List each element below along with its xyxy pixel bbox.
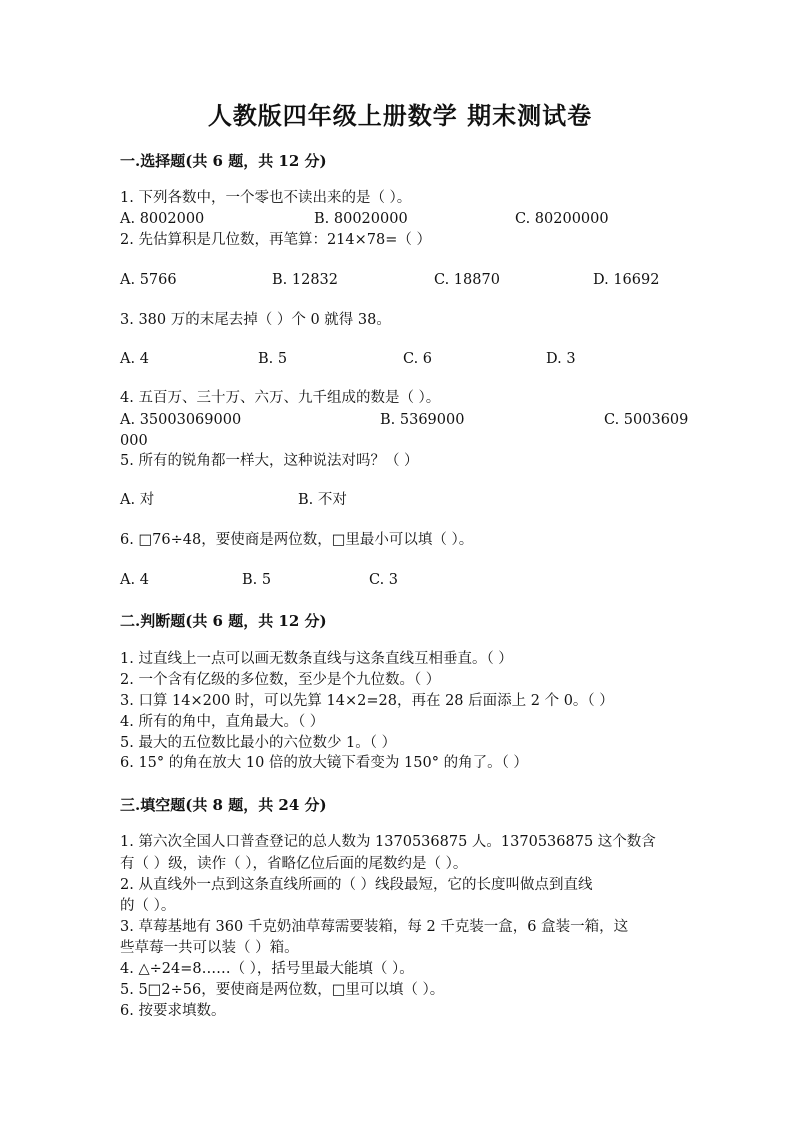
fill-line: 4. △÷24=8……（ ），括号里最大能填（ ）。: [120, 961, 414, 977]
fill-line: 2. 从直线外一点到这条直线所画的（ ）线段最短，它的长度叫做点到直线: [120, 877, 593, 893]
option: A. 35003069000: [120, 412, 242, 428]
judgement-item: 1. 过直线上一点可以画无数条直线与这条直线互相垂直。（ ）: [120, 651, 513, 667]
fill-line: 5. 5□2÷56，要使商是两位数，□里可以填（ ）。: [120, 982, 445, 998]
option: A. 4: [120, 572, 149, 588]
option: C. 3: [369, 572, 399, 588]
option: C. 80200000: [515, 211, 609, 227]
option: D. 3: [546, 351, 576, 367]
judgement-item: 4. 所有的角中，直角最大。（ ）: [120, 714, 325, 730]
fill-line: 的（ ）。: [120, 898, 176, 914]
option: A. 8002000: [120, 211, 205, 227]
section-heading-judgement: 二.判断题(共 6 题，共 12 分): [120, 612, 327, 630]
question-stem: 1. 下列各数中，一个零也不读出来的是（ ）。: [120, 190, 412, 206]
fill-line: 3. 草莓基地有 360 千克奶油草莓需要装箱，每 2 千克装一盒，6 盒装一箱，这: [120, 919, 629, 935]
option: D. 16692: [593, 272, 660, 288]
option: C. 5003609: [604, 412, 689, 428]
option: C. 18870: [434, 272, 500, 288]
option-continued: 000: [120, 433, 148, 449]
question-stem: 4. 五百万、三十万、六万、九千组成的数是（ ）。: [120, 390, 441, 406]
option: B. 5: [258, 351, 288, 367]
option: B. 不对: [298, 492, 347, 508]
option: A. 对: [120, 492, 155, 508]
question-stem: 5. 所有的锐角都一样大，这种说法对吗？（ ）: [120, 453, 419, 469]
fill-line: 6. 按要求填数。: [120, 1003, 226, 1019]
judgement-item: 6. 15° 的角在放大 10 倍的放大镜下看变为 150° 的角了。（ ）: [120, 755, 528, 771]
option: A. 4: [120, 351, 149, 367]
judgement-item: 2. 一个含有亿级的多位数，至少是个九位数。（ ）: [120, 672, 441, 688]
judgement-item: 3. 口算 14×200 时，可以先算 14×2=28，再在 28 后面添上 2 个 0。（ ）: [120, 693, 614, 709]
fill-line: 有（ ）级，读作（ ），省略亿位后面的尾数约是（ ）。: [120, 856, 468, 872]
option: B. 12832: [272, 272, 339, 288]
option: A. 5766: [120, 272, 177, 288]
option: B. 80020000: [314, 211, 408, 227]
judgement-item: 5. 最大的五位数比最小的六位数少 1。（ ）: [120, 735, 397, 751]
fill-line: 1. 第六次全国人口普查登记的总人数为 1370536875 人。1370536875 这个数含: [120, 834, 656, 850]
question-stem: 3. 380 万的末尾去掉（ ）个 0 就得 38。: [120, 312, 391, 328]
question-stem: 6. □76÷48，要使商是两位数，□里最小可以填（ ）。: [120, 532, 474, 548]
option: C. 6: [403, 351, 433, 367]
option: B. 5: [242, 572, 272, 588]
question-stem: 2. 先估算积是几位数，再笔算：214×78=（ ）: [120, 232, 431, 248]
option: B. 5369000: [380, 412, 465, 428]
section-heading-choice: 一.选择题(共 6 题，共 12 分): [120, 152, 327, 170]
section-heading-fill: 三.填空题(共 8 题，共 24 分): [120, 796, 327, 814]
fill-line: 些草莓一共可以装（ ）箱。: [120, 940, 299, 956]
page-title: 人教版四年级上册数学 期末测试卷: [207, 101, 593, 130]
